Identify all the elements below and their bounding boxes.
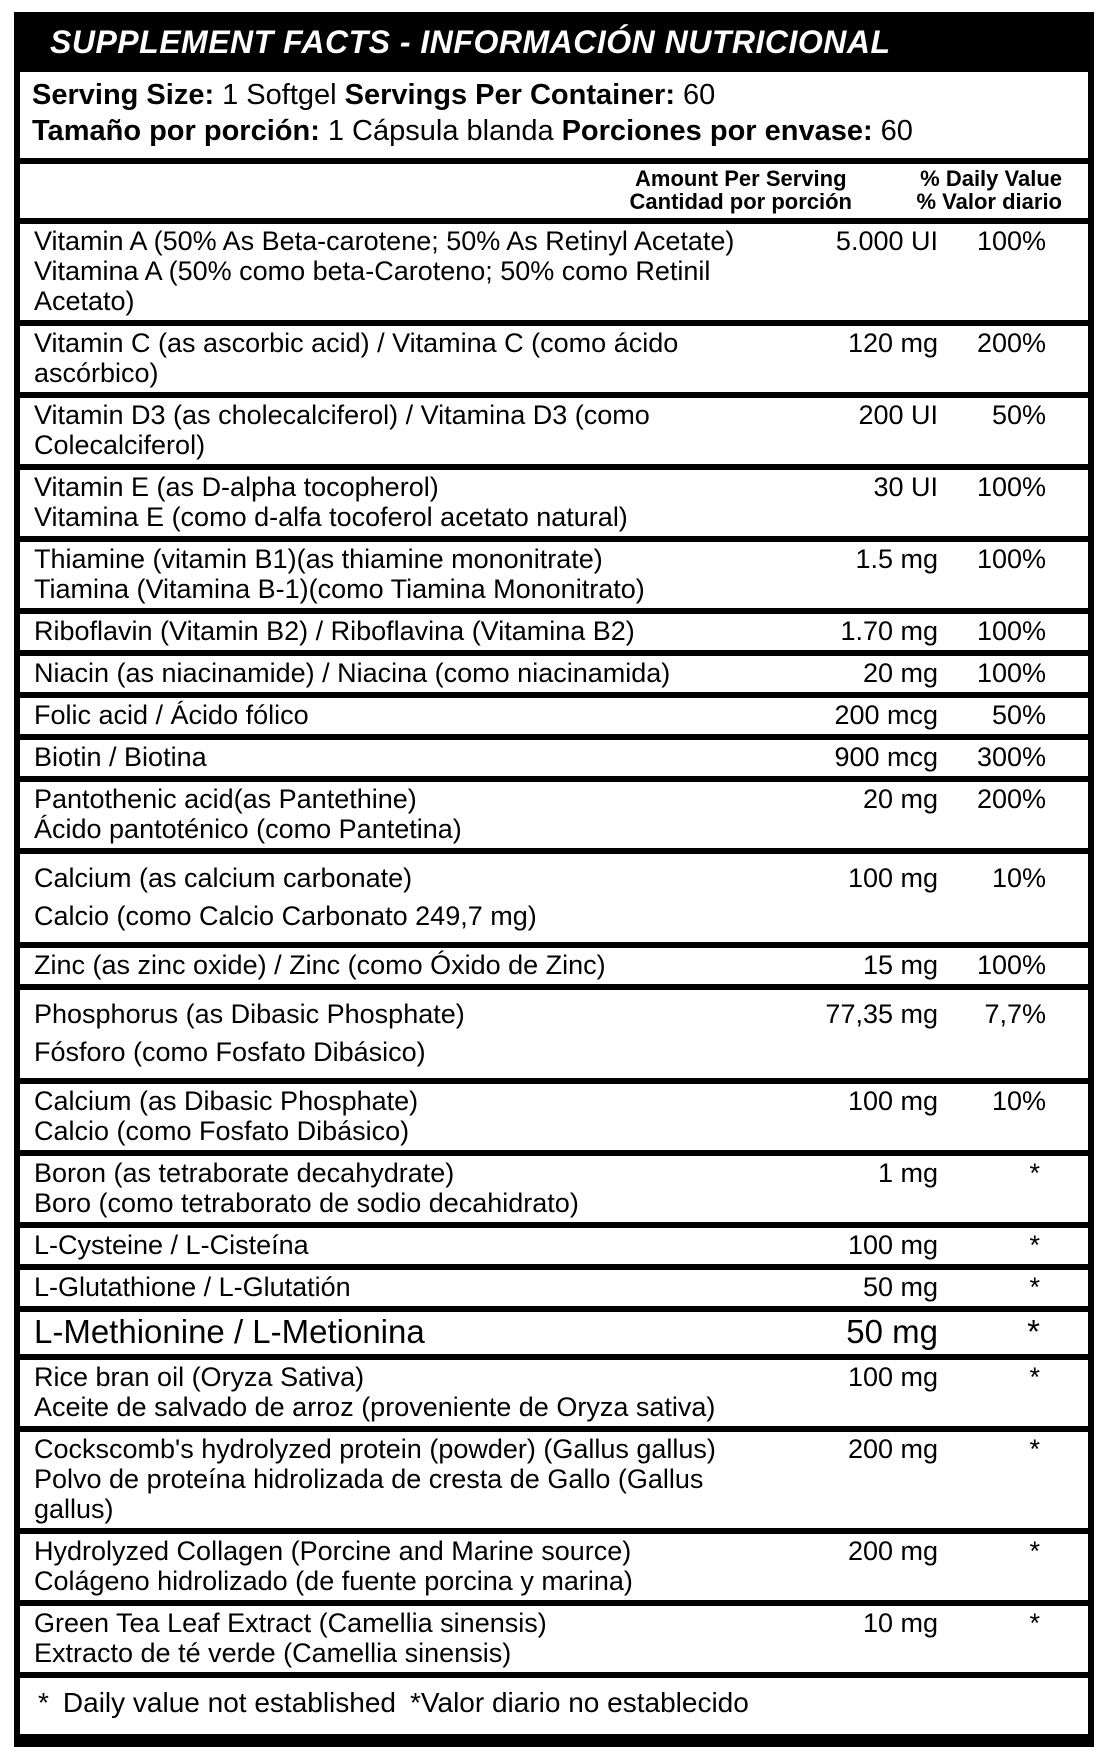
nutrient-name — [34, 658, 788, 688]
nutrient-name-en: Zinc (as zinc oxide) / Zinc (como Óxido de Zinc) — [34, 950, 606, 980]
nutrient-name — [34, 1230, 788, 1260]
nutrient-name — [34, 784, 788, 844]
table-row — [20, 698, 1088, 734]
supplement-facts-panel — [14, 12, 1094, 1747]
nutrient-name — [34, 1362, 788, 1422]
panel-title: SUPPLEMENT FACTS - INFORMACIÓN NUTRICIONAL — [50, 24, 891, 60]
daily-value: 100% — [976, 472, 1046, 502]
amount-value: 100 mg — [847, 1362, 938, 1392]
table-row — [20, 1606, 1088, 1672]
servings-per-container-label-en: Servings Per Container: — [344, 79, 675, 111]
nutrient-name — [34, 1158, 788, 1218]
daily-value: 100% — [976, 226, 1046, 256]
nutrient-name-es: Colágeno hidrolizado (de fuente porcina y marina) — [34, 1566, 633, 1596]
table-row — [20, 1360, 1088, 1426]
amount-value: 100 mg — [847, 1086, 938, 1116]
daily-value: * — [1029, 1536, 1040, 1566]
footnote-text-en: Daily value not established — [62, 1687, 396, 1718]
nutrient-name-en: Calcium (as calcium carbonate) — [34, 863, 413, 893]
column-headers — [20, 164, 1088, 218]
nutrient-name — [34, 1434, 788, 1524]
table-row — [20, 1312, 1088, 1354]
nutrient-name-en: Phosphorus (as Dibasic Phosphate) — [34, 999, 465, 1029]
table-row — [20, 740, 1088, 776]
nutrient-name — [34, 950, 788, 980]
nutrient-name-en: Hydrolyzed Collagen (Porcine and Marine source) — [34, 1536, 632, 1566]
nutrient-name — [34, 616, 788, 646]
nutrient-name-en: Thiamine (vitamin B1)(as thiamine mononitrate) — [34, 544, 603, 574]
daily-value: * — [1029, 1272, 1040, 1302]
daily-value: 7,7% — [984, 999, 1046, 1029]
footnote-asterisk: * — [38, 1687, 49, 1718]
nutrient-name — [34, 1608, 788, 1668]
daily-value: 200% — [976, 328, 1046, 358]
nutrient-name-es: Calcio (como Calcio Carbonato 249,7 mg) — [34, 901, 537, 931]
servings-per-container-value-en: 60 — [682, 79, 716, 111]
serving-line-en — [32, 77, 1076, 113]
servings-per-container-label-es: Porciones por envase: — [561, 115, 873, 147]
amount-value: 100 mg — [847, 1230, 938, 1260]
daily-value-header-en: % Daily Value — [920, 166, 1062, 191]
servings-per-container-value-es: 60 — [880, 115, 913, 147]
amount-header-en: Amount Per Serving — [635, 166, 847, 191]
table-row — [20, 656, 1088, 692]
nutrient-name-es: Tiamina (Vitamina B-1)(como Tiamina Mononitrato) — [34, 574, 645, 604]
nutrient-name-en: Vitamin A (50% As Beta-carotene; 50% As Retinyl Acetate) — [34, 226, 735, 256]
serving-size-label-en: Serving Size: — [32, 79, 215, 111]
table-row — [20, 614, 1088, 650]
nutrient-name-en: Folic acid / Ácido fólico — [34, 700, 309, 730]
amount-value: 5.000 UI — [835, 226, 938, 256]
nutrient-name-es: Vitamina A (50% como beta-Caroteno; 50% como Retinil Acetato) — [34, 256, 711, 316]
daily-value: 50% — [991, 400, 1046, 430]
amount-value: 900 mcg — [834, 742, 938, 772]
table-row — [20, 1534, 1088, 1600]
amount-value: 50 mg — [862, 1272, 938, 1302]
daily-value: 10% — [991, 1086, 1046, 1116]
table-row — [20, 1432, 1088, 1528]
amount-value: 200 UI — [858, 400, 938, 430]
daily-value: 50% — [991, 700, 1046, 730]
table-row — [20, 224, 1088, 320]
daily-value: 100% — [976, 950, 1046, 980]
table-row — [20, 398, 1088, 464]
amount-value: 10 mg — [862, 1608, 938, 1638]
nutrient-name-en: Green Tea Leaf Extract (Camellia sinensis) — [34, 1608, 547, 1638]
nutrient-name-es: Boro (como tetraborato de sodio decahidrato) — [34, 1188, 579, 1218]
footnote-text-es: *Valor diario no establecido — [410, 1687, 749, 1718]
amount-value: 200 mg — [847, 1536, 938, 1566]
daily-value: 10% — [991, 863, 1046, 893]
nutrient-name — [34, 995, 788, 1071]
serving-info-box — [20, 72, 1088, 158]
nutrient-name — [34, 1314, 788, 1350]
daily-value: * — [1029, 1362, 1040, 1392]
nutrient-name-es: Calcio (como Fosfato Dibásico) — [34, 1116, 410, 1146]
amount-value: 77,35 mg — [825, 999, 938, 1029]
table-row — [20, 470, 1088, 536]
amount-value: 200 mg — [847, 1434, 938, 1464]
nutrient-name-en: L-Cysteine / L-Cisteína — [34, 1230, 309, 1260]
nutrient-name-es: Fósforo (como Fosfato Dibásico) — [34, 1037, 426, 1067]
daily-value-header-es: % Valor diario — [916, 189, 1062, 214]
footnote — [20, 1678, 1088, 1734]
nutrient-name-en: Niacin (as niacinamide) / Niacina (como niacinamida) — [34, 658, 671, 688]
table-row — [20, 782, 1088, 848]
serving-line-es — [32, 113, 1076, 149]
table-row — [20, 948, 1088, 984]
nutrient-name-es: Vitamina E (como d-alfa tocoferol acetato natural) — [34, 502, 628, 532]
amount-value: 20 mg — [862, 784, 938, 814]
table-row — [20, 854, 1088, 942]
nutrient-name-en: L-Methionine / L-Metionina — [34, 1313, 425, 1350]
nutrient-name — [34, 1086, 788, 1146]
nutrient-name-es: Extracto de té verde (Camellia sinensis) — [34, 1638, 512, 1668]
daily-value: * — [1029, 1158, 1040, 1188]
daily-value: * — [1027, 1313, 1040, 1350]
amount-value: 120 mg — [847, 328, 938, 358]
nutrient-name-en: L-Glutathione / L-Glutatión — [34, 1272, 351, 1302]
table-row — [20, 990, 1088, 1078]
nutrient-rows — [20, 224, 1088, 1672]
nutrient-name-en: Pantothenic acid(as Pantethine) — [34, 784, 417, 814]
nutrient-name-en: Rice bran oil (Oryza Sativa) — [34, 1362, 365, 1392]
nutrient-name-es: Ácido pantoténico (como Pantetina) — [34, 814, 462, 844]
nutrient-name — [34, 700, 788, 730]
serving-size-value-en: 1 Softgel — [222, 79, 337, 111]
daily-value: * — [1029, 1230, 1040, 1260]
amount-header-es: Cantidad por porción — [629, 189, 852, 214]
nutrient-name — [34, 400, 788, 460]
nutrient-name-en: Vitamin D3 (as cholecalciferol) / Vitamina D3 (como Colecalciferol) — [34, 400, 650, 460]
nutrient-name — [34, 859, 788, 935]
daily-value: * — [1029, 1608, 1040, 1638]
amount-value: 15 mg — [862, 950, 938, 980]
amount-value: 1.70 mg — [840, 616, 938, 646]
nutrient-name — [34, 1272, 788, 1302]
amount-value: 50 mg — [846, 1313, 938, 1350]
nutrient-name-en: Vitamin C (as ascorbic acid) / Vitamina C (como ácido ascórbico) — [34, 328, 679, 388]
amount-column-header — [630, 167, 852, 213]
table-row — [20, 326, 1088, 392]
nutrient-name-en: Cockscomb's hydrolyzed protein (powder) (Gallus gallus) — [34, 1434, 716, 1464]
amount-value: 20 mg — [862, 658, 938, 688]
serving-size-label-es: Tamaño por porción: — [32, 115, 320, 147]
amount-value: 200 mcg — [834, 700, 938, 730]
amount-value: 100 mg — [847, 863, 938, 893]
nutrient-name-es: Polvo de proteína hidrolizada de cresta de Gallo (Gallus gallus) — [34, 1464, 704, 1524]
nutrient-name-en: Boron (as tetraborate decahydrate) — [34, 1158, 455, 1188]
daily-value: 200% — [976, 784, 1046, 814]
nutrient-name-es: Aceite de salvado de arroz (proveniente de Oryza sativa) — [34, 1392, 716, 1422]
amount-value: 30 UI — [873, 472, 938, 502]
nutrient-name — [34, 544, 788, 604]
daily-value: 100% — [976, 544, 1046, 574]
nutrient-name — [34, 328, 788, 388]
table-row — [20, 542, 1088, 608]
nutrient-name — [34, 742, 788, 772]
daily-value: 100% — [976, 616, 1046, 646]
table-row — [20, 1228, 1088, 1264]
amount-value: 1 mg — [877, 1158, 938, 1188]
nutrient-name — [34, 226, 788, 316]
table-row — [20, 1084, 1088, 1150]
nutrient-name — [34, 472, 788, 532]
nutrient-name-en: Biotin / Biotina — [34, 742, 207, 772]
table-row — [20, 1270, 1088, 1306]
nutrient-name-en: Calcium (as Dibasic Phosphate) — [34, 1086, 419, 1116]
daily-value: 100% — [976, 658, 1046, 688]
nutrient-name-en: Vitamin E (as D-alpha tocopherol) — [34, 472, 439, 502]
serving-size-value-es: 1 Cápsula blanda — [327, 115, 554, 147]
nutrient-name — [34, 1536, 788, 1596]
daily-value: 300% — [976, 742, 1046, 772]
table-row — [20, 1156, 1088, 1222]
daily-value: * — [1029, 1434, 1040, 1464]
nutrient-name-en: Riboflavin (Vitamin B2) / Riboflavina (Vitamina B2) — [34, 616, 635, 646]
amount-value: 1.5 mg — [855, 544, 938, 574]
daily-value-column-header — [870, 167, 1088, 213]
